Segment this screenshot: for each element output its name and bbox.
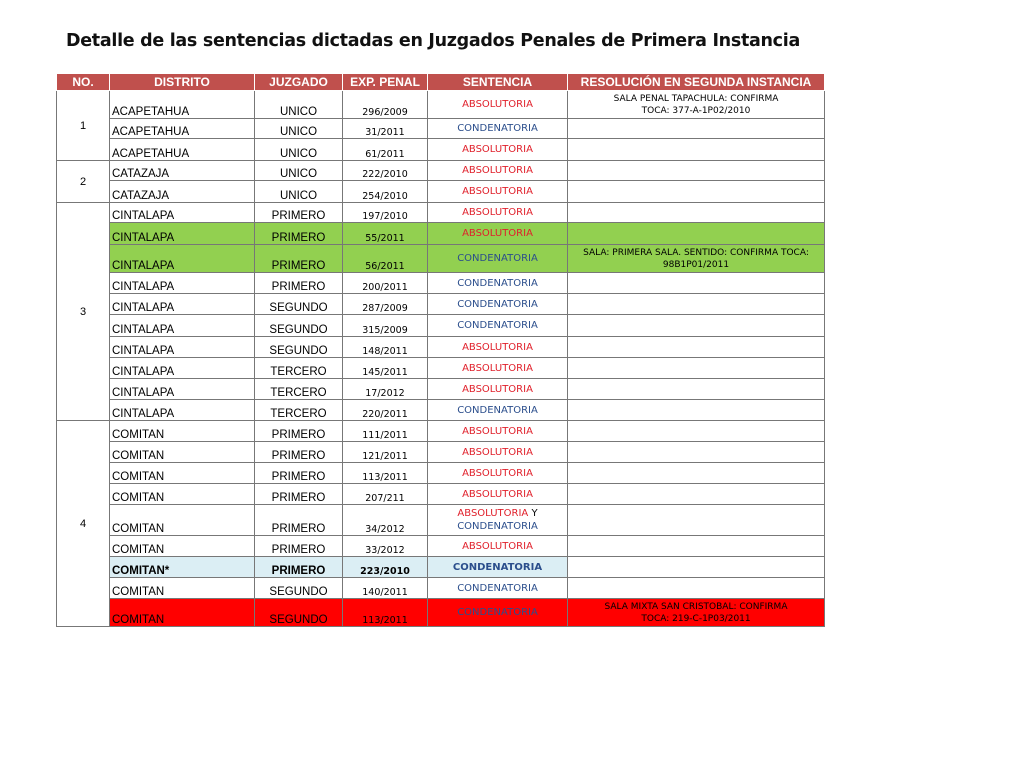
juzgado-cell: PRIMERO [255, 557, 343, 578]
sentencia-cell [428, 161, 568, 181]
exp-penal-cell: 33/2012 [343, 536, 428, 557]
juzgado-cell: PRIMERO [255, 484, 343, 505]
resolucion-line-1: SALA: PRIMERA SALA. SENTIDO: CONFIRMA TOCA: [583, 247, 809, 258]
sentencia-cell [428, 599, 568, 627]
exp-penal-cell: 296/2009 [343, 91, 428, 119]
sentencia-cell [428, 463, 568, 484]
resolucion-cell [568, 245, 825, 273]
distrito-cell: CINTALAPA [110, 203, 255, 223]
sentencia-value: CONDENATORIA [457, 298, 538, 310]
exp-penal-cell: 145/2011 [343, 358, 428, 379]
resolucion-cell [568, 139, 825, 161]
exp-penal-cell: 223/2010 [343, 557, 428, 578]
sentencia-cell [428, 294, 568, 315]
sentencia-value: ABSOLUTORIA [462, 207, 533, 218]
table-row [57, 536, 825, 557]
sentencia-value: ABSOLUTORIA [462, 540, 533, 552]
table-row [57, 400, 825, 421]
exp-penal-cell: 197/2010 [343, 203, 428, 223]
resolucion-cell [568, 203, 825, 223]
exp-penal-cell: 207/211 [343, 484, 428, 505]
juzgado-cell: SEGUNDO [255, 599, 343, 627]
sentencia-value: CONDENATORIA [457, 123, 538, 134]
juzgado-cell: SEGUNDO [255, 578, 343, 599]
table-row [57, 245, 825, 273]
sentencia-value: ABSOLUTORIA [462, 362, 533, 374]
exp-penal-cell: 287/2009 [343, 294, 428, 315]
table-row [57, 379, 825, 400]
table-header-row [57, 74, 825, 91]
sentencia-value: CONDENATORIA [452, 561, 543, 573]
header-sentencia: SENTENCIA [428, 74, 568, 91]
table-row [57, 442, 825, 463]
table-row [57, 119, 825, 139]
sentencia-cell [428, 505, 568, 536]
group-number: 4 [57, 421, 110, 627]
sentencia-value: CONDENATORIA [457, 582, 538, 594]
sentencia-conjunction: Y [531, 508, 538, 519]
exp-penal-cell: 200/2011 [343, 273, 428, 294]
resolucion-cell [568, 442, 825, 463]
distrito-cell: COMITAN [110, 484, 255, 505]
table-row [57, 203, 825, 223]
sentencia-value: ABSOLUTORIA [462, 341, 533, 353]
distrito-cell: ACAPETAHUA [110, 139, 255, 161]
distrito-cell: COMITAN* [110, 557, 255, 578]
sentencia-cell [428, 358, 568, 379]
sentencia-cell [428, 315, 568, 337]
resolucion-line-1: SALA PENAL TAPACHULA: CONFIRMA [613, 93, 779, 104]
resolucion-line-2: 98B1P01/2011 [662, 259, 730, 270]
distrito-cell: CINTALAPA [110, 294, 255, 315]
resolucion-line-1: SALA MIXTA SAN CRISTOBAL: CONFIRMA [604, 601, 788, 612]
juzgado-cell: UNICO [255, 119, 343, 139]
exp-penal-cell: 113/2011 [343, 599, 428, 627]
juzgado-cell: TERCERO [255, 379, 343, 400]
sentences-table [56, 73, 825, 627]
sentencia-cell [428, 379, 568, 400]
sentencia-value: ABSOLUTORIA [462, 99, 533, 110]
juzgado-cell: PRIMERO [255, 203, 343, 223]
exp-penal-cell: 220/2011 [343, 400, 428, 421]
exp-penal-cell: 254/2010 [343, 181, 428, 203]
table-row [57, 315, 825, 337]
table-row [57, 463, 825, 484]
distrito-cell: COMITAN [110, 505, 255, 536]
resolucion-cell [568, 273, 825, 294]
distrito-cell: CINTALAPA [110, 223, 255, 245]
sentencia-cell [428, 91, 568, 119]
group-number: 3 [57, 203, 110, 421]
sentencia-cell [428, 273, 568, 294]
resolucion-line-2: TOCA: 219-C-1P03/2011 [641, 613, 751, 624]
sentencia-value: ABSOLUTORIA [462, 446, 533, 458]
exp-penal-cell: 55/2011 [343, 223, 428, 245]
juzgado-cell: UNICO [255, 181, 343, 203]
resolucion-cell [568, 337, 825, 358]
table-row [57, 337, 825, 358]
juzgado-cell: PRIMERO [255, 463, 343, 484]
sentencia-cell [428, 421, 568, 442]
sentencia-value: CONDENATORIA [457, 404, 538, 416]
distrito-cell: CATAZAJA [110, 161, 255, 181]
sentencia-value: CONDENATORIA [457, 607, 538, 618]
table-row [57, 223, 825, 245]
resolucion-cell [568, 463, 825, 484]
distrito-cell: CINTALAPA [110, 337, 255, 358]
distrito-cell: COMITAN [110, 442, 255, 463]
table-row [57, 421, 825, 442]
resolucion-line-2: TOCA: 377-A-1P02/2010 [641, 105, 751, 116]
exp-penal-cell: 17/2012 [343, 379, 428, 400]
juzgado-cell: TERCERO [255, 358, 343, 379]
resolucion-cell [568, 557, 825, 578]
table-row [57, 505, 825, 536]
juzgado-cell: UNICO [255, 139, 343, 161]
table-row [57, 139, 825, 161]
distrito-cell: CINTALAPA [110, 273, 255, 294]
distrito-cell: COMITAN [110, 578, 255, 599]
juzgado-cell: PRIMERO [255, 223, 343, 245]
sentencia-cell [428, 181, 568, 203]
distrito-cell: CATAZAJA [110, 181, 255, 203]
juzgado-cell: PRIMERO [255, 245, 343, 273]
juzgado-cell: UNICO [255, 91, 343, 119]
distrito-cell: COMITAN [110, 463, 255, 484]
exp-penal-cell: 111/2011 [343, 421, 428, 442]
juzgado-cell: PRIMERO [255, 505, 343, 536]
sentencia-value: ABSOLUTORIA [462, 488, 533, 500]
resolucion-cell [568, 181, 825, 203]
distrito-cell: COMITAN [110, 536, 255, 557]
sentencia-value: CONDENATORIA [457, 253, 538, 264]
resolucion-cell [568, 505, 825, 536]
sentencia-value: CONDENATORIA [457, 277, 538, 289]
distrito-cell: COMITAN [110, 421, 255, 442]
header-distrito: DISTRITO [110, 74, 255, 91]
juzgado-cell: PRIMERO [255, 421, 343, 442]
header-exp-penal: EXP. PENAL [343, 74, 428, 91]
distrito-cell: CINTALAPA [110, 400, 255, 421]
sentencia-cell [428, 203, 568, 223]
juzgado-cell: UNICO [255, 161, 343, 181]
juzgado-cell: PRIMERO [255, 273, 343, 294]
table-row [57, 181, 825, 203]
table-row [57, 484, 825, 505]
distrito-cell: CINTALAPA [110, 315, 255, 337]
exp-penal-cell: 315/2009 [343, 315, 428, 337]
distrito-cell: CINTALAPA [110, 358, 255, 379]
table-row [57, 557, 825, 578]
header-no: NO. [57, 74, 110, 91]
resolucion-cell [568, 599, 825, 627]
resolucion-cell [568, 161, 825, 181]
sentencia-cell [428, 536, 568, 557]
sentencia-value: ABSOLUTORIA [462, 425, 533, 437]
sentencia-cell [428, 119, 568, 139]
exp-penal-cell: 121/2011 [343, 442, 428, 463]
resolucion-cell [568, 91, 825, 119]
table-row [57, 161, 825, 181]
distrito-cell: ACAPETAHUA [110, 119, 255, 139]
sentencia-cell [428, 139, 568, 161]
juzgado-cell: SEGUNDO [255, 315, 343, 337]
distrito-cell: ACAPETAHUA [110, 91, 255, 119]
juzgado-cell: TERCERO [255, 400, 343, 421]
sentencia-cell [428, 337, 568, 358]
sentencia-value: ABSOLUTORIA [462, 228, 533, 239]
sentencia-value: CONDENATORIA [457, 320, 538, 331]
exp-penal-cell: 61/2011 [343, 139, 428, 161]
resolucion-cell [568, 315, 825, 337]
distrito-cell: COMITAN [110, 599, 255, 627]
sentencia-cell [428, 400, 568, 421]
table-row [57, 578, 825, 599]
resolucion-cell [568, 421, 825, 442]
resolucion-cell [568, 484, 825, 505]
header-juzgado: JUZGADO [255, 74, 343, 91]
exp-penal-cell: 34/2012 [343, 505, 428, 536]
sentencia-value: ABSOLUTORIA [462, 383, 533, 395]
distrito-cell: CINTALAPA [110, 245, 255, 273]
header-resolucion: RESOLUCIÓN EN SEGUNDA INSTANCIA [568, 74, 825, 91]
sentencia-cell [428, 484, 568, 505]
resolucion-cell [568, 223, 825, 245]
resolucion-cell [568, 358, 825, 379]
exp-penal-cell: 140/2011 [343, 578, 428, 599]
table-row [57, 273, 825, 294]
sentencia-value: ABSOLUTORIA [462, 144, 533, 155]
table-row [57, 599, 825, 627]
exp-penal-cell: 56/2011 [343, 245, 428, 273]
sentencia-cell [428, 442, 568, 463]
resolucion-cell [568, 400, 825, 421]
resolucion-cell [568, 294, 825, 315]
resolucion-cell [568, 119, 825, 139]
juzgado-cell: PRIMERO [255, 442, 343, 463]
resolucion-cell [568, 578, 825, 599]
juzgado-cell: PRIMERO [255, 536, 343, 557]
sentencia-value-2: CONDENATORIA [457, 521, 538, 532]
table-row [57, 294, 825, 315]
exp-penal-cell: 31/2011 [343, 119, 428, 139]
exp-penal-cell: 222/2010 [343, 161, 428, 181]
table-row [57, 91, 825, 119]
sentencia-value: ABSOLUTORIA [462, 186, 533, 197]
sentencia-value: ABSOLUTORIA [457, 508, 529, 519]
table-row [57, 358, 825, 379]
distrito-cell: CINTALAPA [110, 379, 255, 400]
group-number: 2 [57, 161, 110, 203]
sentencia-cell [428, 578, 568, 599]
exp-penal-cell: 113/2011 [343, 463, 428, 484]
exp-penal-cell: 148/2011 [343, 337, 428, 358]
sentencia-cell [428, 557, 568, 578]
page-title: Detalle de las sentencias dictadas en Juzgados Penales de Primera Instancia [66, 31, 800, 51]
juzgado-cell: SEGUNDO [255, 337, 343, 358]
sentencia-cell [428, 223, 568, 245]
sentencia-cell [428, 245, 568, 273]
sentencia-value: ABSOLUTORIA [462, 165, 533, 176]
group-number: 1 [57, 91, 110, 161]
juzgado-cell: SEGUNDO [255, 294, 343, 315]
resolucion-cell [568, 379, 825, 400]
sentencia-value: ABSOLUTORIA [462, 467, 533, 479]
resolucion-cell [568, 536, 825, 557]
